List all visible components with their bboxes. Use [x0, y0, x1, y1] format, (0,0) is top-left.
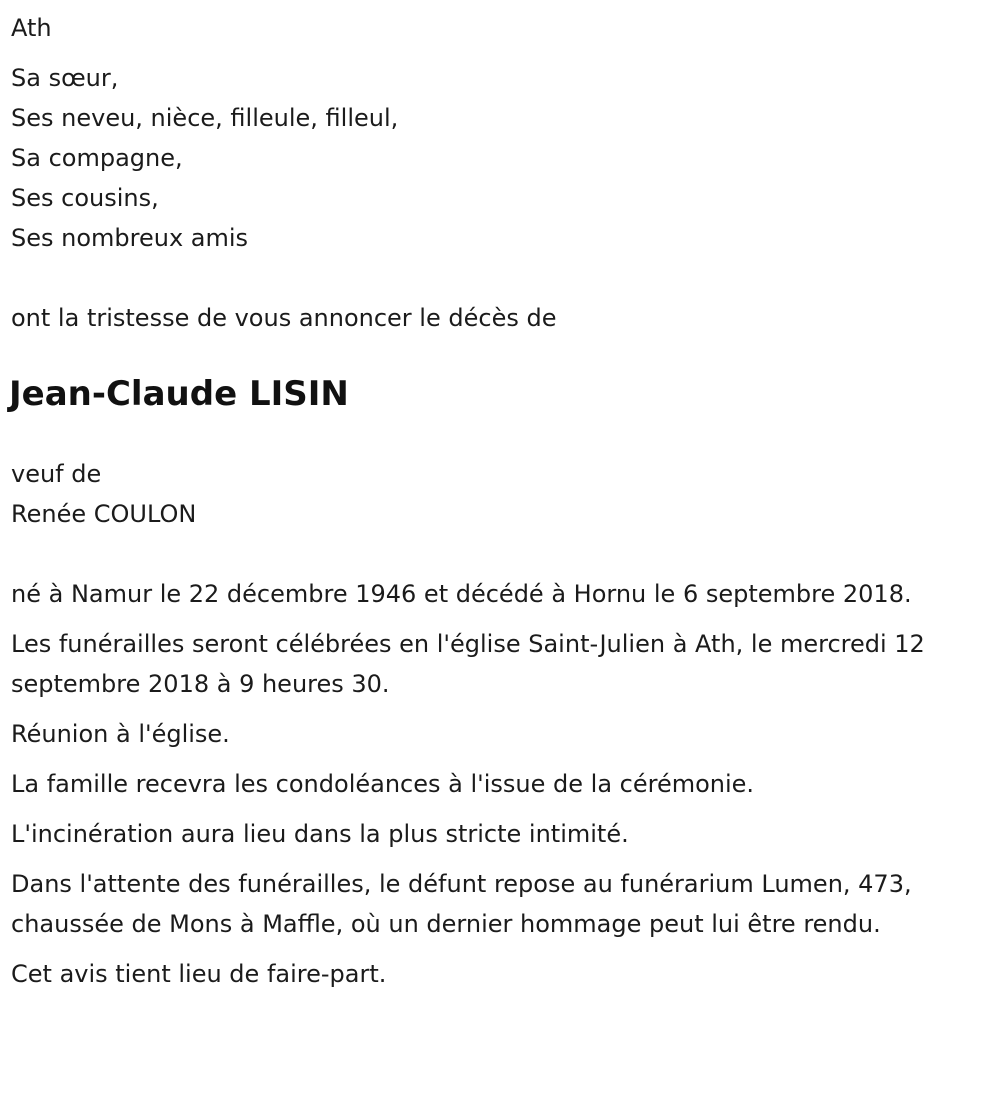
notice-statement: Cet avis tient lieu de faire-part. — [11, 960, 387, 988]
funerarium-info: Dans l'attente des funérailles, le défunt repose au funérarium Lumen, 473, chaussée de Mons à Maffle, où un dernier hommage peut lui être rendu. — [11, 870, 912, 938]
family-member: Ses nombreux amis — [11, 224, 249, 252]
deceased-name: Jean-Claude LISIN — [9, 374, 349, 414]
announcement: ont la tristesse de vous annoncer le décès de — [11, 304, 557, 332]
family-member: Ses neveu, nièce, filleule, filleul, — [11, 104, 399, 132]
family-list — [11, 58, 990, 258]
location: Ath — [11, 14, 52, 42]
spacer — [11, 534, 990, 574]
spacer — [11, 258, 990, 298]
spouse-name: Renée COULON — [11, 500, 197, 528]
meeting-info: Réunion à l'église. — [11, 720, 230, 748]
cremation-info: L'incinération aura lieu dans la plus stricte intimité. — [11, 820, 629, 848]
widow-label: veuf de — [11, 460, 102, 488]
family-member: Sa compagne, — [11, 144, 183, 172]
condolences-info: La famille recevra les condoléances à l'issue de la cérémonie. — [11, 770, 755, 798]
birth-death-info: né à Namur le 22 décembre 1946 et décédé à Hornu le 6 septembre 2018. — [11, 580, 912, 608]
funeral-info: Les funérailles seront célébrées en l'église Saint-Julien à Ath, le mercredi 12 septembre 2018 à 9 heures 30. — [11, 630, 925, 698]
family-member: Ses cousins, — [11, 184, 159, 212]
family-member: Sa sœur, — [11, 64, 119, 92]
